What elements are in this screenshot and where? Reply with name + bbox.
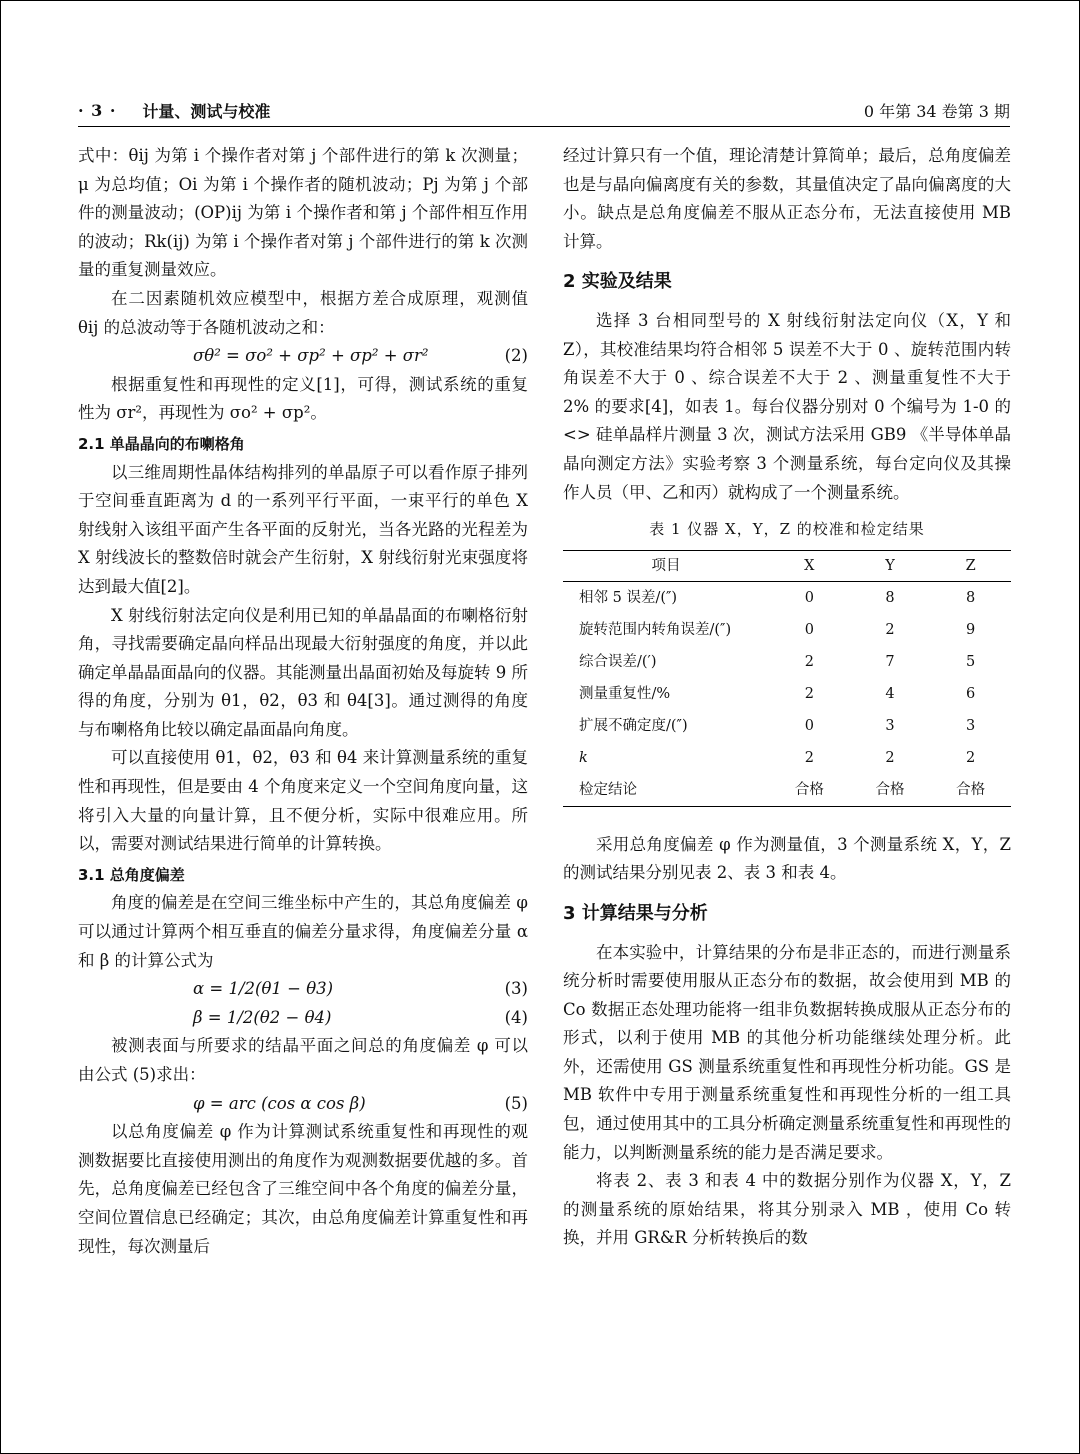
table-cell: 2 xyxy=(885,621,895,638)
table-row xyxy=(563,678,1011,710)
table-cell: 检定结论 xyxy=(563,774,769,807)
equation-2 xyxy=(78,342,528,371)
paragraph: 将表 2、表 3 和表 4 中的数据分别作为仪器 X，Y，Z 的测量系统的原始结果，将其分别录入 MB ，使用 Co 转换，并用 GR&R 分析转换后的数 xyxy=(563,1171,1011,1248)
table-cell: 7 xyxy=(885,653,895,670)
table-cell: 0 xyxy=(804,589,814,606)
table-row xyxy=(563,646,1011,678)
equation-number: (5) xyxy=(504,1093,528,1113)
column-header: Y xyxy=(850,550,931,581)
table-cell: 综合误差/(′) xyxy=(579,653,657,670)
table-cell: k xyxy=(579,749,588,766)
table-cell: 旋转范围内转角误差/(″) xyxy=(579,621,732,638)
equation-5 xyxy=(78,1090,528,1119)
table-cell: 3 xyxy=(966,717,976,734)
paragraph: 在本实验中，计算结果的分布是非正态的，而进行测量系统分析时需要使用服从正态分布的数据，故会使用到 MB 的 Co 数据正态处理功能将一组非负数据转换成服从正态分布的形式，以利于使用 MB 的其他分析功能继续处理分析。此外，还需使用 GS 测量系统重复性和再现性分析功能。GS 是 MB 软件中专用于测量系统重复性和再现性分析的一组工具包，通过使用其中的工具分析确定测量系统重复性和再现性的能力，以判断测量系统的能力是否满足要求。 xyxy=(563,942,1011,1162)
right-column xyxy=(563,142,1011,1253)
table-cell: 扩展不确定度/(″) xyxy=(579,717,688,734)
equation-4 xyxy=(78,1004,528,1033)
paragraph: 选择 3 台相同型号的 X 射线衍射法定向仪（X，Y 和 Z），其校准结果均符合相邻 5 误差不大于 0 、旋转范围内转角误差不大于 0 、综合误差不大于 2 、测量重复性不大于 2% 的要求[4]，如表 1。每台仪器分别对 0 个编号为 1-0 的 <> 硅单晶样片测量 3 次，测试方法采用 GB9 《半导体单晶晶向测定方法》实验考察 3 个测量系统，每台定向仪及其操作人员（甲、乙和丙）就构成了一个测量系统。 xyxy=(563,310,1011,502)
running-header xyxy=(78,96,1010,124)
paragraph: 在二因素随机效应模型中，根据方差合成原理，观测值 θij 的总波动等于各随机波动之和： xyxy=(78,288,528,337)
table-row xyxy=(563,774,1011,807)
page-number: · 3 · xyxy=(78,100,117,120)
journal-section-title: 计量、测试与校准 xyxy=(142,101,271,121)
equation-body: β = 1/2(θ2 − θ4) xyxy=(193,1007,332,1027)
table-cell: 5 xyxy=(966,653,976,670)
paragraph: 根据重复性和再现性的定义[1]，可得，测试系统的重复性为 σr²，再现性为 σo² + σp²。 xyxy=(78,374,528,423)
table-cell: 2 xyxy=(804,685,814,702)
paragraph: 被测表面与所要求的结晶平面之间总的角度偏差 φ 可以由公式 (5)求出： xyxy=(78,1036,528,1084)
equation-body: σθ² = σo² + σp² + σp² + σr² xyxy=(193,346,429,366)
table-cell: 4 xyxy=(885,685,895,702)
equation-body: α = 1/2(θ1 − θ3) xyxy=(193,979,334,999)
column-header: X xyxy=(769,550,850,581)
table-row xyxy=(563,581,1011,614)
table-cell: 6 xyxy=(966,685,976,702)
table-spacer xyxy=(563,807,1011,831)
table-cell: 3 xyxy=(885,717,895,734)
paragraph: 采用总角度偏差 φ 作为测量值，3 个测量系统 X，Y，Z 的测试结果分别见表 2、表 3 和表 4。 xyxy=(563,834,1011,883)
table-header-row xyxy=(563,550,1011,581)
equation-body: φ = arc (cos α cos β) xyxy=(193,1093,366,1113)
table-cell: 合格 xyxy=(769,774,850,807)
paragraph: 角度的偏差是在空间三维坐标中产生的，其总角度偏差 φ 可以通过计算两个相互垂直的偏差分量求得，角度偏差分量 α 和 β 的计算公式为 xyxy=(78,893,528,970)
paragraph: 经过计算只有一个值，理论清楚计算简单；最后，总角度偏差也是与晶向偏离度有关的参数，其量值决定了晶向偏离度的大小。缺点是总角度偏差不服从正态分布，无法直接使用 MB 计算。 xyxy=(563,146,1011,251)
paragraph: 可以直接使用 θ1，θ2，θ3 和 θ4 来计算测量系统的重复性和再现性，但是要由 4 个角度来定义一个空间角度向量，这将引入大量的向量计算，且不便分析，实际中很难应用。所以，需要对测试结果进行简单的计算转换。 xyxy=(78,748,528,854)
table-cell: 0 xyxy=(804,717,814,734)
table-cell: 0 xyxy=(804,621,814,638)
table-row xyxy=(563,742,1011,774)
table-cell: 9 xyxy=(966,621,976,638)
table-caption: 表 1 仪器 X，Y，Z 的校准和检定结果 xyxy=(649,520,925,539)
table-cell: 8 xyxy=(966,589,976,606)
equation-3 xyxy=(78,975,528,1004)
equation-number: (4) xyxy=(504,1007,528,1027)
section-heading-2-1: 2.1 单晶晶向的布喇格角 xyxy=(78,434,245,453)
section-heading-3: 3 计算结果与分析 xyxy=(563,902,708,924)
left-column xyxy=(78,142,528,1261)
column-header: Z xyxy=(930,550,1011,581)
table-cell: 合格 xyxy=(930,774,1011,807)
paragraph: 以总角度偏差 φ 作为计算测试系统重复性和再现性的观测数据要比直接使用测出的角度作为观测数据要优越的多。首先，总角度偏差已经包含了三维空间中各个角度的偏差分量，空间位置信息已经确定；其次，由总角度偏差计算重复性和再现性，每次测量后 xyxy=(78,1122,528,1256)
paragraph: 式中：θij 为第 i 个操作者对第 j 个部件进行的第 k 次测量；μ 为总均值；Oi 为第 i 个操作者的随机波动；Pj 为第 j 个部件的测量波动；(OP)ij 为第 i 个操作者和第 j 个部件相互作用的波动；Rk(ij) 为第 i 个操作者对第 j 个部件进行的第 k 次测量的重复测量效应。 xyxy=(78,146,528,280)
equation-number: (3) xyxy=(504,979,528,999)
column-header: 项目 xyxy=(563,550,769,581)
table-cell: 8 xyxy=(885,589,895,606)
table-cell: 相邻 5 误差/(″) xyxy=(579,589,678,606)
table-row xyxy=(563,710,1011,742)
table-cell: 合格 xyxy=(850,774,931,807)
paragraph: 以三维周期性晶体结构排列的单晶原子可以看作原子排列于空间垂直距离为 d 的一系列平行平面，一束平行的单色 X 射线射入该组平面产生各平面的反射光，当各光路的光程差为 X 射线波长的整数倍时就会产生衍射，X 射线衍射光束强度将达到最大值[2]。 xyxy=(78,462,528,596)
table-cell: 2 xyxy=(885,749,895,766)
section-heading-2: 2 实验及结果 xyxy=(563,271,672,293)
calibration-table xyxy=(563,550,1011,807)
header-rule xyxy=(78,126,1010,127)
equation-number: (2) xyxy=(504,346,528,366)
table-row xyxy=(563,614,1011,646)
table-cell: 2 xyxy=(804,653,814,670)
section-heading-3-1: 3.1 总角度偏差 xyxy=(78,865,185,884)
table-cell: 2 xyxy=(804,749,814,766)
issue-info: 0 年第 34 卷第 3 期 xyxy=(863,101,1010,121)
table-cell: 2 xyxy=(966,749,976,766)
paragraph: X 射线衍射法定向仪是利用已知的单晶晶面的布喇格衍射角，寻找需要确定晶向样品出现最大衍射强度的角度，并以此确定单晶晶面晶向的仪器。其能测量出晶面初始及每旋转 9 所得的角度，分别为 θ1，θ2，θ3 和 θ4[3]。通过测得的角度与布喇格角比较以确定晶面晶向角度。 xyxy=(78,605,528,739)
table-cell: 测量重复性/% xyxy=(579,685,671,702)
